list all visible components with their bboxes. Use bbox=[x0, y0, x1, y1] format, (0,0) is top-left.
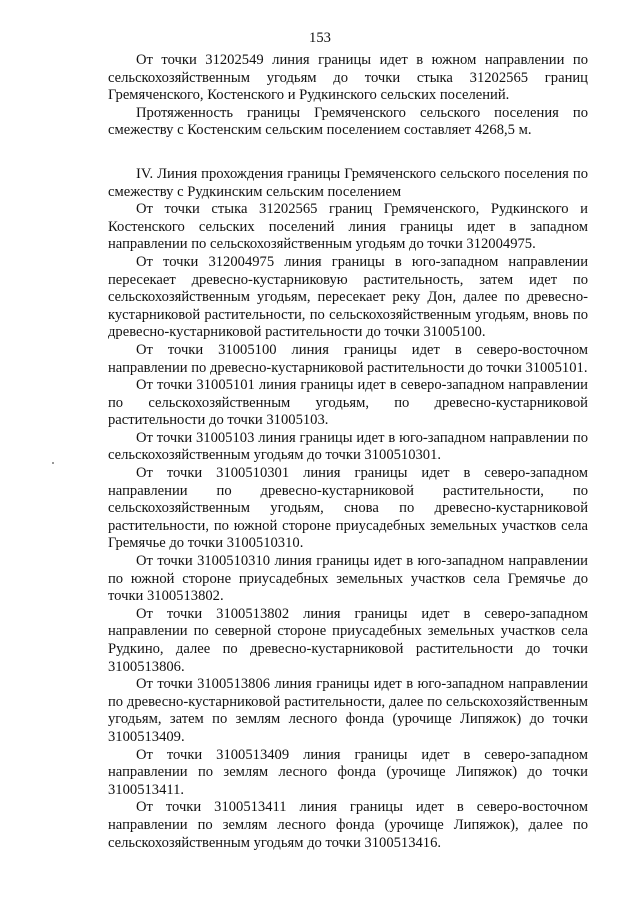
paragraph: От точки 3100510301 линия границы идет в северо-западном направлении по древесно-кустарниковой растительности, по сельскохозяйственным угодьям, снова по древесно-кустарниковой растительности, по южной стороне приусадебных земельных участков села Гремячье до точки 3100510310. bbox=[108, 465, 588, 552]
paragraph: От точки 312004975 линия границы в юго-западном направлении пересекает древесно-кустарниковую растительность, затем идет по сельскохозяйственным угодьям, пересекает реку Дон, далее по древесно-кустарниковой растительности, по сельскохозяйственным угодьям, вновь по древесно-кустарниковой растительности до точки 31005100. bbox=[108, 253, 588, 341]
paragraph: От точки 3100510310 линия границы идет в юго-западном направлении по южной стороне приусадебных земельных участков села Гремячье до точки 3100513802. bbox=[108, 553, 588, 605]
page-number: 153 bbox=[309, 30, 331, 46]
paragraph: От точки 3100513411 линия границы идет в северо-восточном направлении по землям лесного фонда (урочище Липяжок), далее по сельскохозяйственным угодьям до точки 3100513416. bbox=[108, 799, 588, 851]
paragraph: От точки 3100513806 линия границы идет в юго-западном направлении по древесно-кустарниковой растительности, далее по сельскохозяйственным угодьям, затем по землям лесного фонда (урочище Липяжок) до точки 3100513409. bbox=[108, 676, 588, 745]
paragraph: От точки 31005103 линия границы идет в юго-западном направлении по сельскохозяйственным угодьям до точки 3100510301. bbox=[108, 429, 588, 464]
paragraph: От точки 3100513802 линия границы идет в северо-западном направлении по северной стороне приусадебных земельных участков села Рудкино, далее по древесно-кустарниковой растительности до точки 3100513806. bbox=[108, 605, 588, 675]
section-heading: IV. Линия прохождения границы Гремяченского сельского поселения по смежеству с Рудкинским сельским поселением bbox=[108, 165, 588, 200]
paragraph: От точки 31005100 линия границы идет в северо-восточном направлении по древесно-кустарниковой растительности до точки 31005101. bbox=[108, 341, 588, 376]
scan-speck bbox=[52, 462, 54, 464]
document-body bbox=[108, 52, 588, 852]
paragraph: От точки стыка 31202565 границ Гремяченского, Рудкинского и Костенского сельских поселений линия границы идет в западном направлении по сельскохозяйственным угодьям до точки 312004975. bbox=[108, 201, 588, 253]
paragraph: От точки 3100513409 линия границы идет в северо-западном направлении по землям лесного фонда (урочище Липяжок) до точки 3100513411. bbox=[108, 746, 588, 798]
paragraph: От точки 31202549 линия границы идет в южном направлении по сельскохозяйственным угодьям до точки стыка 31202565 границ Гремяченского, Костенского и Рудкинского сельских поселений. bbox=[108, 52, 588, 104]
paragraph: От точки 31005101 линия границы идет в северо-западном направлении по сельскохозяйственным угодьям, по древесно-кустарниковой растительности до точки 31005103. bbox=[108, 377, 588, 429]
paragraph: Протяженность границы Гремяченского сельского поселения по смежеству с Костенским сельским поселением составляет 4268,5 м. bbox=[108, 104, 588, 139]
